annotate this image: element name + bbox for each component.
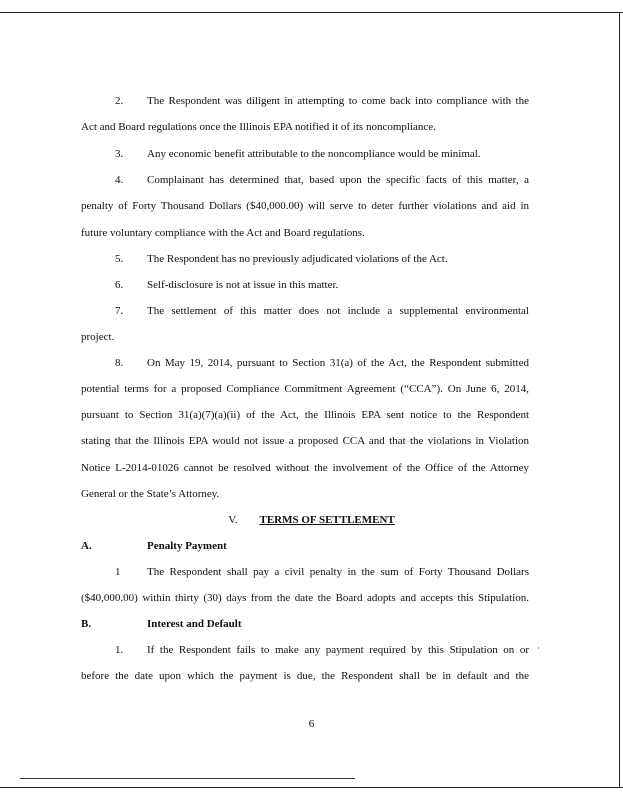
subsection-letter: A. [81, 540, 92, 552]
paragraph-b1-line-1 [81, 643, 529, 657]
paragraph-8-line-4: stating that the Illinois EPA would not issue a proposed CCA and that the violations in Violation [81, 435, 529, 447]
paragraph-number: 1. [115, 644, 124, 656]
paragraph-4-line-3: future voluntary compliance with the Act and Board regulations. [81, 227, 365, 239]
section-number: V. [228, 514, 238, 526]
paragraph-2-line-1 [81, 94, 529, 108]
paragraph-4-line-2: penalty of Forty Thousand Dollars ($40,000.00) will serve to deter further violations and aid in [81, 200, 529, 212]
paragraph-4-line-1 [81, 173, 529, 187]
paragraph-text: On May 19, 2014, pursuant to Section 31(a) of the Act, the Respondent submitted [147, 357, 529, 369]
paragraph-a1-line-1 [81, 565, 529, 579]
paragraph-number: 5. [115, 253, 124, 265]
paragraph-number: 4. [115, 174, 124, 186]
paragraph-5-line-1 [81, 252, 529, 266]
paragraph-8-line-5: Notice L-2014-01026 cannot be resolved without the involvement of the Office of the Attorney [81, 462, 529, 474]
paragraph-8-line-6: General or the State’s Attorney. [81, 488, 220, 500]
page-number: 6 [308, 718, 315, 730]
paragraph-2-line-2: Act and Board regulations once the Illinois EPA notified it of its noncompliance. [81, 121, 436, 133]
paragraph-text: If the Respondent fails to make any payment required by this Stipulation on or [147, 644, 529, 656]
paragraph-8-line-1 [81, 356, 529, 370]
paragraph-number: 7. [115, 305, 124, 317]
paragraph-text: Complainant has determined that, based upon the specific facts of this matter, a [147, 174, 529, 186]
paragraph-text: Self-disclosure is not at issue in this matter. [147, 279, 339, 291]
paragraph-number: 8. [115, 357, 124, 369]
paragraph-text: Any economic benefit attributable to the noncompliance would be minimal. [147, 148, 481, 160]
paragraph-text: The Respondent has no previously adjudicated violations of the Act. [147, 253, 448, 265]
subsection-b-heading [81, 617, 242, 631]
subsection-letter: B. [81, 618, 92, 630]
paragraph-a1-line-2: ($40,000.00) within thirty (30) days from the date the Board adopts and accepts this Stipulation. [81, 592, 529, 604]
section-heading [0, 513, 623, 527]
paragraph-text: The Respondent shall pay a civil penalty in the sum of Forty Thousand Dollars [147, 566, 529, 578]
paragraph-6-line-1 [81, 278, 529, 292]
paragraph-number: 1 [115, 566, 121, 578]
section-title: TERMS OF SETTLEMENT [259, 514, 395, 526]
paragraph-7-line-1 [81, 304, 529, 318]
subsection-a-heading [81, 539, 227, 553]
paragraph-b1-line-2: before the date upon which the payment is due, the Respondent shall be in default and the [81, 670, 529, 682]
paragraph-8-line-3: pursuant to Section 31(a)(7)(a)(ii) of the Act, the Illinois EPA sent notice to the Respondent [81, 409, 529, 421]
paragraph-text: The settlement of this matter does not include a supplemental environmental [147, 305, 529, 317]
paragraph-number: 3. [115, 148, 124, 160]
paragraph-number: 2. [115, 95, 124, 107]
scan-speck: · [537, 643, 540, 653]
paragraph-8-line-2: potential terms for a proposed Compliance Commitment Agreement (“CCA”). On June 6, 2014, [81, 383, 529, 395]
paragraph-7-line-2: project. [81, 331, 115, 343]
paragraph-text: The Respondent was diligent in attempting to come back into compliance with the [147, 95, 529, 107]
paragraph-number: 6. [115, 279, 124, 291]
subsection-title: Penalty Payment [147, 540, 227, 552]
paragraph-3-line-1 [81, 147, 529, 161]
subsection-title: Interest and Default [147, 618, 242, 630]
